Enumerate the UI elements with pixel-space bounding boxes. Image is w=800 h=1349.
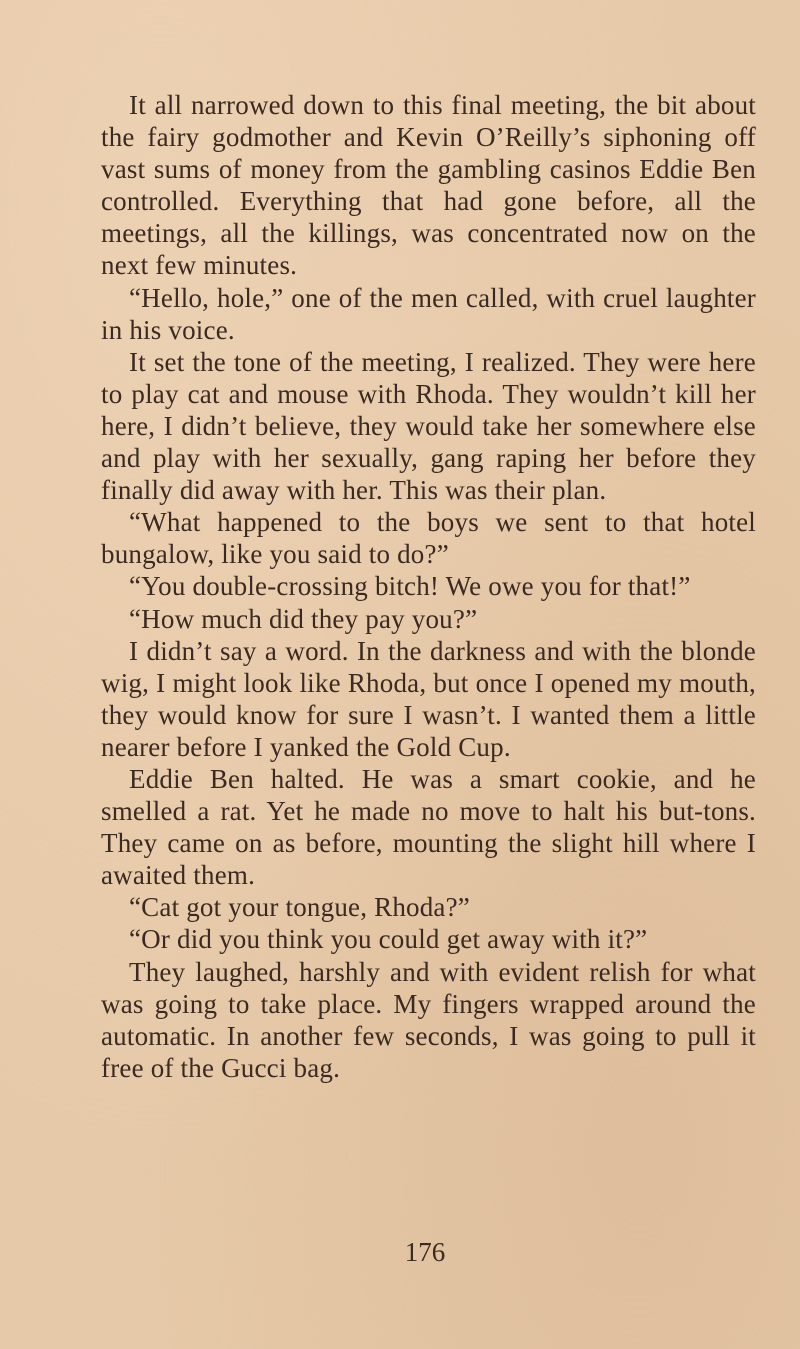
paragraph-6: “How much did they pay you?” <box>129 603 478 634</box>
paragraph-11: They laughed, harshly and with evident relish for what was going to take place. My fingers wrapped around the automatic. In another few seconds, I was going to pull it free of the Gucci bag. <box>101 956 756 1083</box>
page-number: 176 <box>404 1237 446 1267</box>
paragraph-9: “Cat got your tongue, Rhoda?” <box>129 892 470 923</box>
paragraph-4: “What happened to the boys we sent to that hotel bungalow, like you said to do?” <box>101 507 756 570</box>
paragraph-3: It set the tone of the meeting, I realized. They were here to play cat and mouse with Rhoda. They wouldn’t kill her here, I didn’t believe, they would take her somewhere else and play with her sexually, gang raping her before they finally did away with her. This was their plan. <box>101 346 756 506</box>
paragraph-7: I didn’t say a word. In the darkness and with the blonde wig, I might look like Rhoda, but once I opened my mouth, they would know for sure I wasn’t. I wanted them a little nearer before I yanked the Gold Cup. <box>101 635 756 762</box>
paragraph-1: It all narrowed down to this final meeting, the bit about the fairy godmother and Kevin O’Reilly’s siphoning off vast sums of money from the gambling casinos Eddie Ben controlled. Everything that had gone before, all the meetings, all the killings, was concentrated now on the next few minutes. <box>101 90 756 281</box>
body-text <box>101 89 756 1084</box>
paragraph-2: “Hello, hole,” one of the men called, with cruel laughter in his voice. <box>101 282 756 345</box>
paragraph-10: “Or did you think you could get away with it?” <box>129 924 648 955</box>
paragraph-8: Eddie Ben halted. He was a smart cookie, and he smelled a rat. Yet he made no move to halt his but-tons. They came on as before, mounting the slight hill where I awaited them. <box>101 763 756 891</box>
paragraph-5: “You double-crossing bitch! We owe you for that!” <box>129 571 691 602</box>
